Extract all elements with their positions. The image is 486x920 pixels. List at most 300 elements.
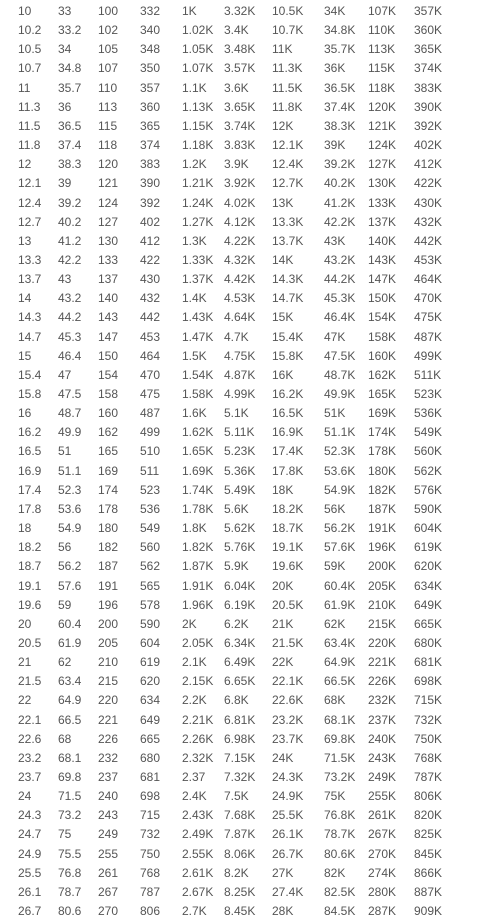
table-cell: 536K	[414, 406, 443, 421]
table-cell: 732K	[414, 712, 443, 727]
table-cell: 38.3	[58, 157, 82, 172]
table-cell: 240K	[368, 731, 397, 746]
table-cell: 243K	[368, 750, 397, 765]
table-cell: 187	[98, 559, 119, 574]
table-cell: 24K	[272, 750, 294, 765]
table-cell: 249	[98, 827, 119, 842]
table-cell: 11K	[272, 42, 293, 57]
table-cell: 442K	[414, 233, 443, 248]
table-row	[0, 883, 486, 901]
table-cell: 26.7K	[272, 846, 304, 861]
table-cell: 17.8	[18, 501, 42, 516]
table-cell: 1.96K	[182, 597, 214, 612]
table-cell: 7.15K	[224, 750, 256, 765]
table-cell: 15.8K	[272, 348, 304, 363]
table-cell: 51	[58, 444, 72, 459]
table-cell: 274K	[368, 865, 397, 880]
table-cell: 487	[140, 406, 161, 421]
table-cell: 634K	[414, 578, 443, 593]
table-cell: 62K	[324, 616, 346, 631]
table-cell: 261K	[368, 808, 397, 823]
table-cell: 2.05K	[182, 635, 214, 650]
table-cell: 143	[98, 310, 119, 325]
table-cell: 221	[98, 712, 119, 727]
table-cell: 66.5	[58, 712, 82, 727]
table-cell: 78.7K	[324, 827, 356, 842]
table-cell: 750K	[414, 731, 443, 746]
table-cell: 73.2	[58, 808, 82, 823]
table-cell: 205K	[368, 578, 397, 593]
table-cell: 43	[58, 272, 72, 287]
table-cell: 17.4K	[272, 444, 304, 459]
table-cell: 402K	[414, 138, 443, 153]
table-cell: 28K	[272, 904, 294, 919]
table-cell: 7.32K	[224, 770, 256, 784]
table-cell: 19.1K	[272, 540, 304, 555]
table-cell: 1.3K	[182, 233, 207, 248]
table-cell: 113K	[368, 42, 396, 57]
table-cell: 69.8K	[324, 731, 356, 746]
table-cell: 360	[140, 99, 161, 114]
table-cell: 33.2	[58, 23, 82, 38]
table-cell: 365	[140, 118, 161, 133]
table-cell: 255	[98, 846, 119, 861]
table-cell: 180K	[368, 463, 397, 478]
table-cell: 237	[98, 770, 119, 784]
table-cell: 392K	[414, 118, 443, 133]
table-cell: 162	[98, 425, 119, 440]
table-cell: 48.7	[58, 406, 82, 421]
table-cell: 26.7	[18, 904, 42, 919]
table-cell: 2.37	[182, 770, 206, 784]
table-cell: 143K	[368, 252, 397, 267]
table-cell: 47	[58, 367, 72, 382]
table-cell: 681K	[414, 655, 443, 670]
table-cell: 113	[98, 99, 118, 114]
table-row	[0, 691, 486, 709]
table-cell: 137K	[368, 214, 397, 229]
table-cell: 390	[140, 176, 161, 191]
table-cell: 14.7	[18, 329, 42, 344]
table-cell: 232K	[368, 693, 397, 708]
table-cell: 768	[140, 865, 161, 880]
table-cell: 12.7K	[272, 176, 304, 191]
table-cell: 475	[140, 387, 161, 401]
table-cell: 18.7K	[272, 521, 304, 536]
table-cell: 121	[98, 176, 119, 191]
table-cell: 68.1	[58, 750, 82, 765]
table-row	[0, 596, 486, 614]
table-cell: 24	[18, 789, 32, 804]
table-cell: 200K	[368, 559, 397, 574]
table-cell: 1.74K	[182, 482, 214, 497]
table-cell: 698	[140, 789, 161, 804]
table-cell: 470K	[414, 291, 443, 306]
table-cell: 76.8K	[324, 808, 356, 823]
table-cell: 21	[18, 655, 32, 670]
table-cell: 75.5	[58, 846, 82, 861]
table-cell: 243	[98, 808, 119, 823]
table-row	[0, 194, 486, 212]
table-row	[0, 806, 486, 824]
table-cell: 24.3K	[272, 770, 304, 784]
table-cell: 69.8	[58, 770, 82, 784]
table-cell: 127K	[368, 157, 397, 172]
table-cell: 681	[140, 770, 161, 784]
table-cell: 24.7	[18, 827, 42, 842]
table-cell: 5.9K	[224, 559, 249, 574]
table-cell: 71.5	[58, 789, 82, 804]
table-cell: 147K	[368, 272, 397, 287]
table-cell: 887K	[414, 884, 443, 899]
table-cell: 3.83K	[224, 138, 256, 153]
table-cell: 205	[98, 635, 119, 650]
table-row	[0, 98, 486, 116]
table-cell: 165	[98, 444, 119, 459]
table-cell: 102	[98, 23, 119, 38]
table-row	[0, 462, 486, 480]
table-cell: 2.26K	[182, 731, 214, 746]
table-cell: 1.02K	[182, 23, 214, 38]
table-cell: 4.22K	[224, 233, 256, 248]
table-cell: 511	[140, 463, 160, 478]
table-cell: 100	[98, 4, 119, 18]
table-cell: 15K	[272, 310, 294, 325]
table-row	[0, 40, 486, 58]
table-cell: 1.62K	[182, 425, 214, 440]
table-row	[0, 730, 486, 748]
table-cell: 22.1	[18, 712, 42, 727]
table-cell: 1.87K	[182, 559, 214, 574]
table-cell: 4.64K	[224, 310, 256, 325]
table-cell: 14K	[272, 252, 294, 267]
table-cell: 19.6	[18, 597, 42, 612]
table-cell: 715	[140, 808, 161, 823]
table-cell: 13	[18, 233, 32, 248]
table-cell: 49.9K	[324, 387, 356, 401]
table-cell: 2.67K	[182, 884, 214, 899]
table-cell: 107K	[368, 4, 397, 18]
table-cell: 665K	[414, 616, 443, 631]
table-cell: 2.1K	[182, 655, 207, 670]
table-cell: 4.99K	[224, 387, 256, 401]
table-cell: 7.5K	[224, 789, 249, 804]
table-cell: 45.3K	[324, 291, 356, 306]
table-cell: 1.5K	[182, 348, 207, 363]
table-cell: 107	[98, 61, 119, 76]
table-cell: 182	[98, 540, 119, 555]
table-cell: 267K	[368, 827, 397, 842]
table-cell: 215	[98, 674, 119, 689]
table-cell: 34.8K	[324, 23, 356, 38]
table-cell: 47.5K	[324, 348, 356, 363]
table-cell: 147	[98, 329, 119, 344]
table-cell: 47K	[324, 329, 346, 344]
table-cell: 130K	[368, 176, 397, 191]
table-cell: 280K	[368, 884, 397, 899]
table-cell: 53.6K	[324, 463, 356, 478]
table-cell: 54.9	[58, 521, 82, 536]
table-row	[0, 366, 486, 384]
table-cell: 120K	[368, 99, 397, 114]
table-cell: 36.5K	[324, 80, 356, 95]
table-cell: 56	[58, 540, 72, 555]
table-cell: 196K	[368, 540, 397, 555]
table-cell: 18	[18, 521, 32, 536]
table-cell: 11.5K	[272, 80, 303, 95]
table-cell: 160	[98, 406, 119, 421]
table-cell: 649	[140, 712, 161, 727]
table-cell: 169K	[368, 406, 397, 421]
table-cell: 402	[140, 214, 161, 229]
table-row	[0, 500, 486, 518]
table-cell: 140	[98, 291, 119, 306]
table-cell: 1.4K	[182, 291, 207, 306]
table-cell: 432	[140, 291, 161, 306]
table-cell: 5.11K	[224, 425, 255, 440]
table-cell: 22K	[272, 655, 294, 670]
table-cell: 3.65K	[224, 99, 256, 114]
table-cell: 1K	[182, 4, 197, 18]
table-cell: 110	[98, 80, 118, 95]
table-cell: 487K	[414, 329, 443, 344]
table-cell: 1.54K	[182, 367, 214, 382]
table-cell: 565	[140, 578, 161, 593]
table-cell: 16.2	[18, 425, 42, 440]
table-cell: 13.3K	[272, 214, 304, 229]
table-cell: 3.4K	[224, 23, 249, 38]
table-cell: 383	[140, 157, 161, 172]
table-cell: 35.7K	[324, 42, 356, 57]
table-cell: 16K	[272, 367, 294, 382]
table-cell: 23.7K	[272, 731, 304, 746]
table-cell: 115	[98, 118, 118, 133]
table-cell: 332	[140, 4, 161, 18]
table-cell: 133	[98, 252, 119, 267]
table-row	[0, 347, 486, 365]
table-cell: 82K	[324, 865, 346, 880]
table-cell: 4.12K	[224, 214, 256, 229]
table-cell: 21.5K	[272, 635, 304, 650]
table-cell: 562	[140, 559, 161, 574]
table-cell: 1.18K	[182, 138, 214, 153]
table-cell: 46.4	[58, 348, 82, 363]
table-cell: 464	[140, 348, 161, 363]
table-cell: 357	[140, 80, 161, 95]
table-row	[0, 577, 486, 595]
table-row	[0, 787, 486, 805]
table-cell: 187K	[368, 501, 397, 516]
table-cell: 2.4K	[182, 789, 207, 804]
table-cell: 80.6K	[324, 846, 356, 861]
table-cell: 14.3K	[272, 272, 304, 287]
table-cell: 8.45K	[224, 904, 256, 919]
table-cell: 150K	[368, 291, 397, 306]
table-cell: 12.7	[18, 214, 42, 229]
table-row	[0, 404, 486, 422]
table-cell: 715K	[414, 693, 443, 708]
table-cell: 357K	[414, 4, 443, 18]
table-cell: 6.49K	[224, 655, 256, 670]
table-cell: 523K	[414, 387, 443, 401]
table-cell: 24.9K	[272, 789, 304, 804]
table-cell: 453K	[414, 252, 443, 267]
table-cell: 15.4K	[272, 329, 304, 344]
table-cell: 6.81K	[224, 712, 256, 727]
table-cell: 590K	[414, 501, 443, 516]
table-cell: 13.7K	[272, 233, 304, 248]
table-cell: 44.2	[58, 310, 82, 325]
table-cell: 110K	[368, 23, 396, 38]
table-cell: 22.1K	[272, 674, 304, 689]
table-cell: 1.21K	[182, 176, 214, 191]
table-cell: 750	[140, 846, 161, 861]
table-cell: 215K	[368, 616, 397, 631]
table-cell: 1.13K	[182, 99, 214, 114]
table-cell: 1.78K	[182, 501, 214, 516]
table-cell: 35.7	[58, 80, 82, 95]
table-cell: 40.2K	[324, 176, 356, 191]
table-row	[0, 557, 486, 575]
table-cell: 42.2	[58, 252, 82, 267]
table-cell: 14.7K	[272, 291, 304, 306]
table-cell: 53.6	[58, 501, 82, 516]
table-cell: 59	[58, 597, 72, 612]
table-cell: 5.76K	[224, 540, 256, 555]
table-row	[0, 308, 486, 326]
table-row	[0, 270, 486, 288]
table-cell: 4.87K	[224, 367, 256, 382]
table-cell: 5.23K	[224, 444, 256, 459]
table-cell: 390K	[414, 99, 443, 114]
table-cell: 174K	[368, 425, 397, 440]
table-cell: 75K	[324, 789, 346, 804]
table-cell: 23.2	[18, 750, 42, 765]
table-cell: 365K	[414, 42, 443, 57]
table-cell: 1.8K	[182, 521, 207, 536]
table-cell: 150	[98, 348, 119, 363]
table-cell: 590	[140, 616, 161, 631]
table-cell: 2.43K	[182, 808, 214, 823]
table-cell: 348	[140, 42, 161, 57]
table-row	[0, 423, 486, 441]
table-cell: 1.15K	[182, 118, 214, 133]
table-cell: 43.2K	[324, 252, 356, 267]
table-cell: 10	[18, 4, 32, 18]
table-cell: 1.6K	[182, 406, 207, 421]
table-cell: 620	[140, 674, 161, 689]
table-cell: 220	[98, 693, 119, 708]
table-cell: 8.06K	[224, 846, 256, 861]
table-row	[0, 2, 486, 20]
table-cell: 22.6K	[272, 693, 304, 708]
table-cell: 820K	[414, 808, 443, 823]
table-row	[0, 711, 486, 729]
table-cell: 118K	[368, 80, 396, 95]
table-cell: 909K	[414, 904, 443, 919]
table-cell: 806K	[414, 789, 443, 804]
table-cell: 158	[98, 387, 119, 401]
table-cell: 24.3	[18, 808, 42, 823]
table-cell: 604K	[414, 521, 443, 536]
table-cell: 36	[58, 99, 72, 114]
table-cell: 412K	[414, 157, 443, 172]
table-cell: 51.1	[58, 463, 82, 478]
table-cell: 46.4K	[324, 310, 356, 325]
table-cell: 261	[98, 865, 119, 880]
table-row	[0, 232, 486, 250]
table-cell: 38.3K	[324, 118, 356, 133]
table-row	[0, 174, 486, 192]
table-cell: 2.32K	[182, 750, 214, 765]
table-row	[0, 634, 486, 652]
table-cell: 16.9	[18, 463, 42, 478]
table-cell: 536	[140, 501, 161, 516]
table-cell: 1.2K	[182, 157, 207, 172]
table-row	[0, 481, 486, 499]
table-cell: 45.3	[58, 329, 82, 344]
table-cell: 16.2K	[272, 387, 304, 401]
table-cell: 4.75K	[224, 348, 256, 363]
table-cell: 604	[140, 635, 161, 650]
table-row	[0, 213, 486, 231]
table-cell: 4.53K	[224, 291, 256, 306]
table-cell: 191K	[368, 521, 397, 536]
table-cell: 10.2	[18, 23, 42, 38]
table-cell: 619	[140, 655, 161, 670]
table-cell: 49.9	[58, 425, 82, 440]
table-cell: 422K	[414, 176, 443, 191]
table-cell: 140K	[368, 233, 397, 248]
table-cell: 21K	[272, 616, 294, 631]
table-cell: 510	[140, 444, 161, 459]
table-cell: 11.8	[18, 138, 41, 153]
table-cell: 13.7	[18, 272, 42, 287]
table-cell: 178	[98, 501, 119, 516]
table-cell: 26.1	[18, 884, 42, 899]
table-cell: 43.2	[58, 291, 82, 306]
table-cell: 665	[140, 731, 161, 746]
table-cell: 36K	[324, 61, 346, 76]
table-cell: 10.7K	[272, 23, 304, 38]
table-cell: 120	[98, 157, 119, 172]
table-cell: 12K	[272, 118, 294, 133]
table-cell: 12.4	[18, 195, 42, 210]
table-cell: 15	[18, 348, 32, 363]
table-cell: 845K	[414, 846, 443, 861]
table-cell: 14	[18, 291, 32, 306]
table-cell: 16.9K	[272, 425, 304, 440]
table-cell: 412	[140, 233, 161, 248]
table-cell: 2.61K	[182, 865, 214, 880]
table-cell: 3.48K	[224, 42, 256, 57]
table-cell: 22.6	[18, 731, 42, 746]
table-cell: 57.6K	[324, 540, 356, 555]
table-row	[0, 155, 486, 173]
table-cell: 768K	[414, 750, 443, 765]
table-cell: 63.4	[58, 674, 82, 689]
table-cell: 2.49K	[182, 827, 214, 842]
table-cell: 18.7	[18, 559, 42, 574]
table-cell: 12.4K	[272, 157, 304, 172]
table-cell: 39.2K	[324, 157, 356, 172]
table-cell: 2.15K	[182, 674, 214, 689]
table-cell: 634	[140, 693, 161, 708]
table-row	[0, 672, 486, 690]
table-cell: 2.2K	[182, 693, 207, 708]
table-cell: 2.7K	[182, 904, 207, 919]
table-cell: 1.37K	[182, 272, 214, 287]
